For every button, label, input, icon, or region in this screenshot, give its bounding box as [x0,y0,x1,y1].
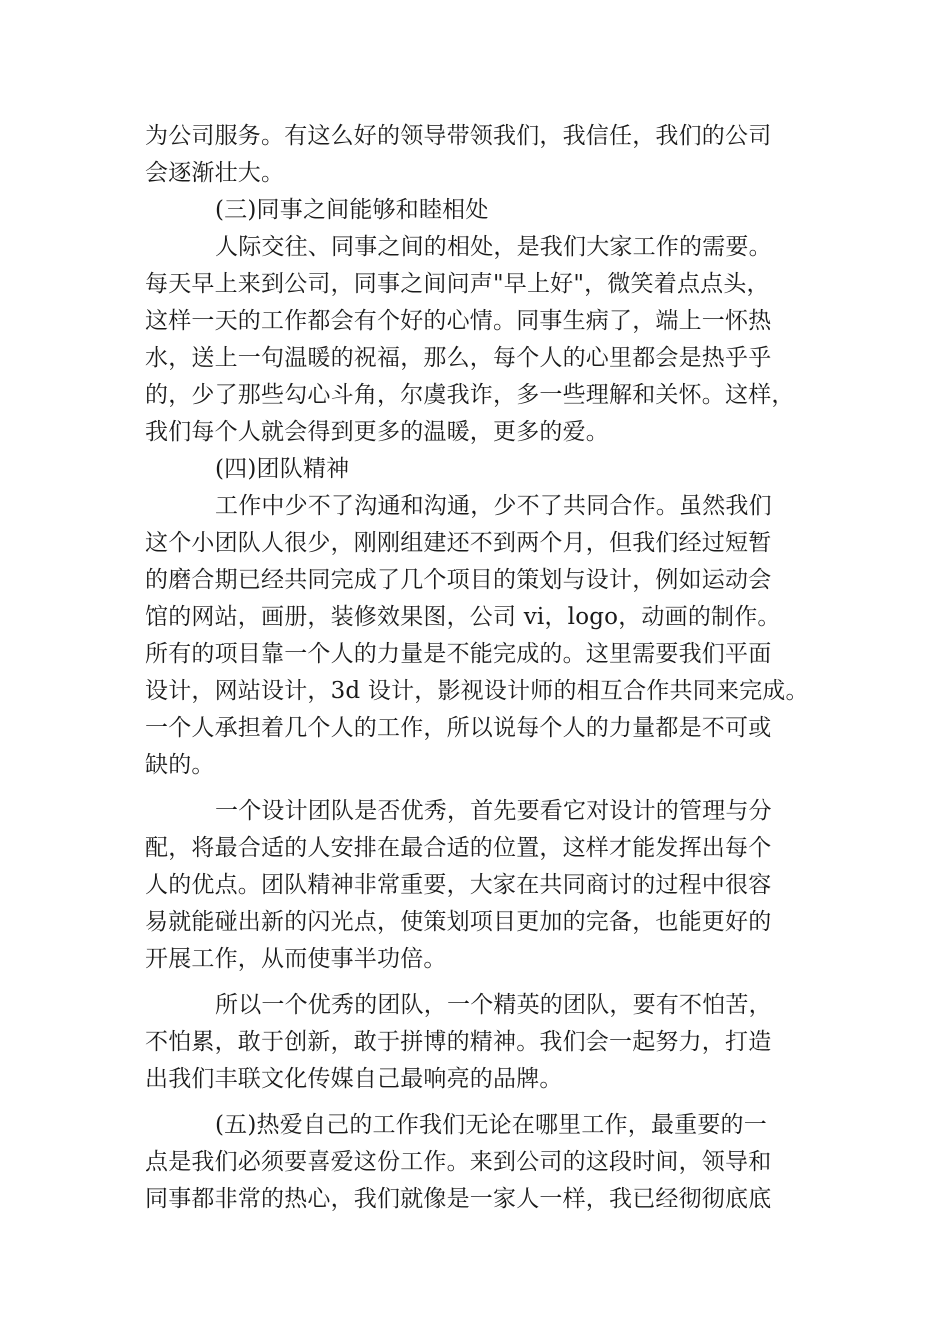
text-line: 每天早上来到公司，同事之间问声"早上好"，微笑着点点头， [145,271,770,297]
text-line: 工作中少不了沟通和沟通，少不了共同合作。虽然我们 [215,493,772,519]
text-line: 的磨合期已经共同完成了几个项目的策划与设计，例如运动会 [145,567,772,593]
text-line: 为公司服务。有这么好的领导带领我们，我信任，我们的公司 [145,123,772,149]
text-line: 一个设计团队是否优秀，首先要看它对设计的管理与分 [215,798,772,824]
text-line: 缺的。 [145,752,215,778]
section-heading-4: (四)团队精神 [215,456,350,482]
section-heading-3: (三)同事之间能够和睦相处 [215,197,489,223]
text-line: 这个小团队人很少，刚刚组建还不到两个月，但我们经过短暂 [145,530,772,556]
text-line: 所有的项目靠一个人的力量是不能完成的。这里需要我们平面 [145,641,772,667]
text-line: 配，将最合适的人安排在最合适的位置，这样才能发挥出每个 [145,835,772,861]
text-line: 馆的网站，画册，装修效果图，公司 vi，logo，动画的制作。 [145,604,781,630]
text-line: 易就能碰出新的闪光点，使策划项目更加的完备，也能更好的 [145,909,772,935]
paragraph-gap [145,784,825,793]
text-line: 开展工作，从而使事半功倍。 [145,946,447,972]
document-body [145,118,825,1218]
text-line: 会逐渐壮大。 [145,160,285,186]
text-line: 的，少了那些勾心斗角，尔虞我诈，多一些理解和关怀。这样， [145,382,795,408]
paragraph-gap [145,978,825,987]
section-heading-5: (五)热爱自己的工作我们无论在哪里工作，最重要的一 [215,1112,767,1138]
paragraph-gap [145,1098,825,1107]
text-line: 我们每个人就会得到更多的温暖，更多的爱。 [145,419,609,445]
text-line: 不怕累，敢于创新，敢于拼博的精神。我们会一起努力，打造 [145,1029,772,1055]
text-line: 水，送上一句温暖的祝福，那么，每个人的心里都会是热乎乎 [145,345,772,371]
text-line: 出我们丰联文化传媒自己最响亮的品牌。 [145,1066,563,1092]
text-line: 这样一天的工作都会有个好的心情。同事生病了，端上一怀热 [145,308,772,334]
text-line: 所以一个优秀的团队，一个精英的团队，要有不怕苦， [215,992,772,1018]
text-line: 人的优点。团队精神非常重要，大家在共同商讨的过程中很容 [145,872,772,898]
text-line: 一个人承担着几个人的工作，所以说每个人的力量都是不可或 [145,715,772,741]
text-line: 设计，网站设计，3d 设计，影视设计师的相互合作共同来完成。 [145,678,809,704]
text-line: 点是我们必须要喜爱这份工作。来到公司的这段时间，领导和 [145,1149,772,1175]
text-line: 人际交往、同事之间的相处，是我们大家工作的需要。 [215,234,772,260]
text-line: 同事都非常的热心，我们就像是一家人一样，我已经彻彻底底 [145,1186,772,1212]
